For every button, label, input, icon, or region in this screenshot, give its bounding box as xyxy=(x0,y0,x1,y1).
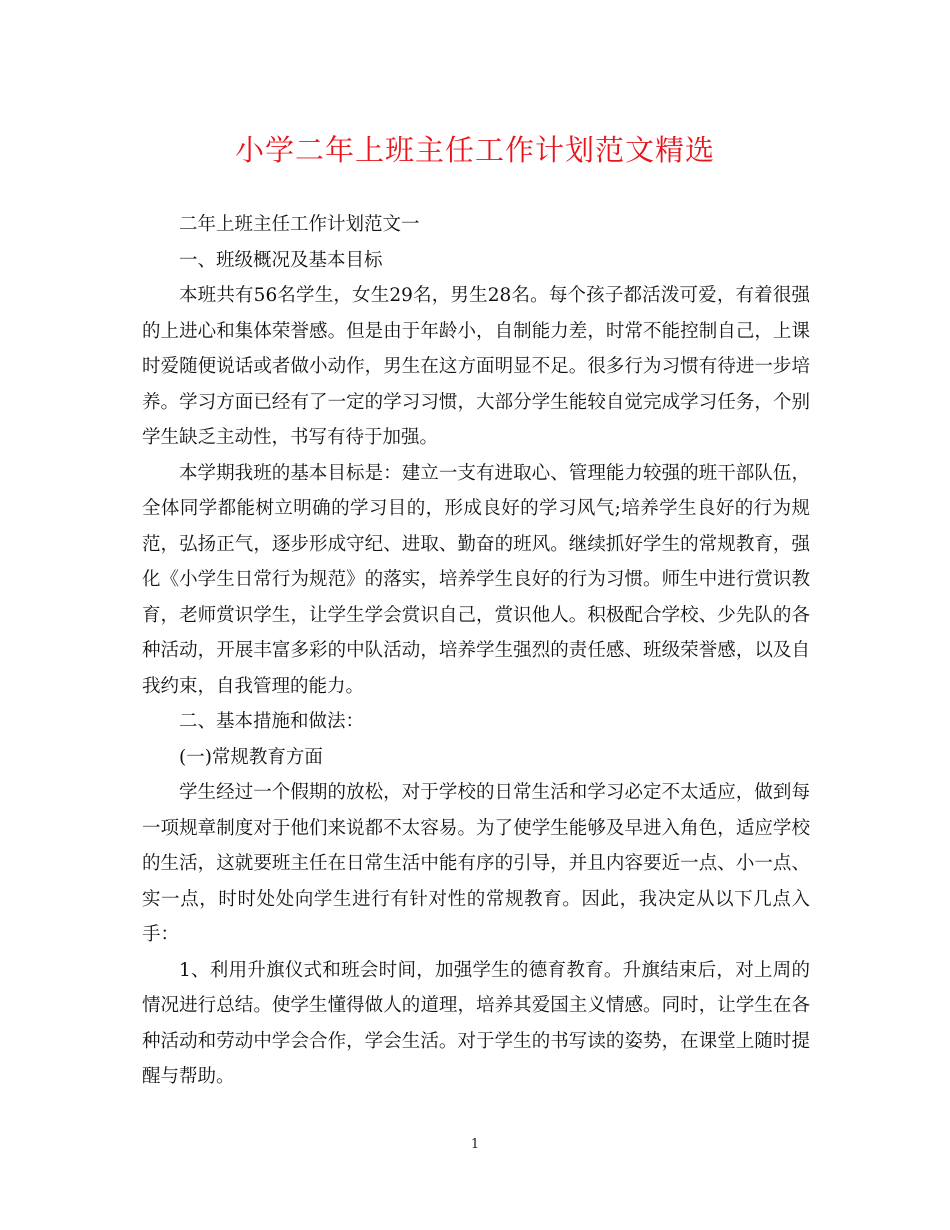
section-heading: 一、班级概况及基本目标 xyxy=(179,249,383,271)
body-paragraph: 学生经过一个假期的放松，对于学校的日常生活和学习必定不太适应，做到每一项规章制度对于他们来说都不太容易。为了使学生能够及早进入角色，适应学校的生活，这就要班主任在日常生活中能有序的引导，并且内容要近一点、小一点、实一点，时时处处向学生进行有针对性的常规教育。因此，我决定从以下几点入手： xyxy=(142,782,810,945)
document-title: 小学二年上班主任工作计划范文精选 xyxy=(234,133,715,167)
section-heading: 二、基本措施和做法： xyxy=(179,711,365,732)
document-body xyxy=(142,207,810,1095)
body-paragraph: 1、利用升旗仪式和班会时间，加强学生的德育教育。升旗结束后，对上周的情况进行总结。使学生懂得做人的道理，培养其爱国主义情感。同时，让学生在各种活动和劳动中学会合作，学会生活。对于学生的书写读的姿势，在课堂上随时提醒与帮助。 xyxy=(142,959,810,1087)
subsection-heading: (一)常规教育方面 xyxy=(179,746,323,768)
body-paragraph: 本学期我班的基本目标是：建立一支有进取心、管理能力较强的班干部队伍，全体同学都能树立明确的学习目的，形成良好的学习风气;培养学生良好的行为规范，弘扬正气，逐步形成守纪、进取、勤奋的班风。继续抓好学生的常规教育，强化《小学生日常行为规范》的落实，培养学生良好的行为习惯。师生中进行赏识教育，老师赏识学生，让学生学会赏识自己，赏识他人。积极配合学校、少先队的各种活动，开展丰富多彩的中队活动，培养学生强烈的责任感、班级荣誉感，以及自我约束，自我管理的能力。 xyxy=(142,462,810,697)
page-number: 1 xyxy=(470,1137,480,1152)
body-paragraph: 本班共有56名学生，女生29名，男生28名。每个孩子都活泼可爱，有着很强的上进心和集体荣誉感。但是由于年龄小，自制能力差，时常不能控制自己，上课时爱随便说话或者做小动作，男生在这方面明显不足。很多行为习惯有待进一步培养。学习方面已经有了一定的学习习惯，大部分学生能较自觉完成学习任务，个别学生缺乏主动性，书写有待于加强。 xyxy=(142,285,810,448)
section-heading: 二年上班主任工作计划范文一 xyxy=(179,214,420,235)
